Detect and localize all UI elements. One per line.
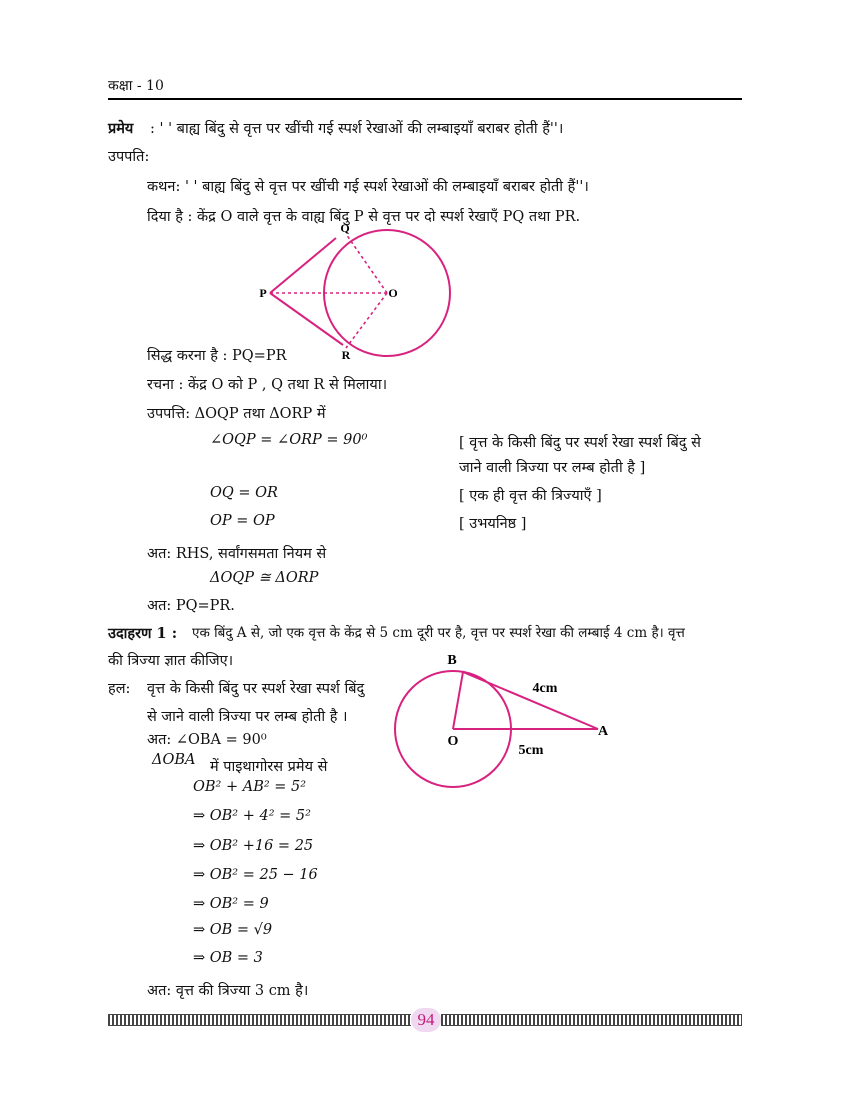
example-line2: की त्रिज्या ज्ञात कीजिए।	[108, 653, 234, 669]
pythagoras-text: में पाइथागोरस प्रमेय से	[210, 759, 328, 775]
label-o2: O	[447, 734, 459, 749]
step-6: ⇒ OB = √9	[193, 922, 273, 938]
radius-oq	[346, 234, 387, 293]
triangle-oba: ΔOBA	[152, 752, 196, 768]
proof-heading: उपपति:	[108, 149, 150, 165]
theorem-label: प्रमेय	[108, 120, 134, 137]
op-equation: OP = OP	[210, 513, 275, 529]
to-prove: सिद्ध करना है : PQ=PR	[147, 348, 287, 364]
page-number: 94	[411, 1008, 441, 1032]
angle-equation: ∠OQP = ∠ORP = 90⁰	[210, 432, 368, 448]
op-reason: [ उभयनिष्ठ ]	[459, 516, 527, 532]
oq-equation: OQ = OR	[210, 485, 278, 501]
proof-conclusion: अत: PQ=PR.	[147, 598, 235, 614]
label-q: Q	[340, 221, 350, 235]
solution-line1: वृत्त के किसी बिंदु पर स्पर्श रेखा स्पर्श बिंदु	[147, 681, 365, 697]
kathan-text: कथन: ' ' बाह्य बिंदु से वृत्त पर खींची गई स्पर्श रेखाओं की लम्बाइयाँ बराबर होती हैं''।	[147, 179, 589, 195]
given-text: दिया है : केंद्र O वाले वृत्त के वाह्य बिंदु P से वृत्त पर दो स्पर्श रेखाएँ PQ तथा PR.	[147, 209, 581, 225]
congruence: ΔOQP ≅ ΔORP	[210, 570, 319, 586]
step-5: ⇒ OB² = 9	[193, 896, 269, 912]
step-3: ⇒ OB² +16 = 25	[193, 838, 314, 854]
rhs-line: अत: RHS, सर्वांगसमता नियम से	[147, 546, 327, 562]
solution-line3: अत: ∠OBA = 90⁰	[147, 732, 267, 748]
tangent-pq	[270, 238, 336, 293]
tangent-ba	[463, 672, 598, 729]
solution-label: हल:	[108, 681, 131, 697]
proof-line: उपपत्ति: ΔOQP तथा ΔORP में	[147, 406, 326, 422]
label-a: A	[597, 724, 609, 739]
step-1: OB² + AB² = 5²	[193, 779, 307, 795]
example-line1: एक बिंदु A से, जो एक वृत्त के केंद्र से 5 cm दूरी पर है, वृत्त पर स्पर्श रेखा की लम्बाई 4 cm है। वृत्त	[192, 625, 685, 641]
angle-reason-2: जाने वाली त्रिज्या पर लम्ब होती है ]	[459, 460, 646, 476]
oq-reason: [ एक ही वृत्त की त्रिज्याएँ ]	[459, 488, 602, 504]
step-7: ⇒ OB = 3	[193, 950, 263, 966]
solution-line2: से जाने वाली त्रिज्या पर लम्ब होती है ।	[147, 709, 348, 725]
radius-or	[346, 293, 387, 348]
example-answer: अत: वृत्त की त्रिज्या 3 cm है।	[147, 983, 309, 999]
label-o: O	[388, 286, 398, 300]
construction: रचना : केंद्र O को P , Q तथा R से मिलाया।	[147, 377, 388, 393]
step-4: ⇒ OB² = 25 − 16	[193, 867, 318, 883]
label-p: P	[259, 286, 267, 300]
class-header: कक्षा - 10	[108, 78, 164, 94]
label-5cm: 5cm	[518, 743, 544, 758]
label-b: B	[447, 653, 457, 668]
step-2: ⇒ OB² + 4² = 5²	[193, 808, 311, 824]
radius-ob	[453, 672, 463, 729]
tangent-pr	[270, 293, 343, 345]
label-4cm: 4cm	[532, 681, 558, 696]
theorem-statement: : ' ' बाह्य बिंदु से वृत्त पर खींची गई स्पर्श रेखाओं की लम्बाइयाँ बराबर होती हैं''।	[150, 121, 564, 137]
angle-reason-1: [ वृत्त के किसी बिंदु पर स्पर्श रेखा स्पर्श बिंदु से	[459, 435, 701, 451]
example-label: उदाहरण 1 :	[108, 625, 178, 642]
footer-border-left	[108, 1014, 411, 1026]
label-r: R	[341, 348, 351, 362]
footer-border-right	[441, 1014, 742, 1026]
